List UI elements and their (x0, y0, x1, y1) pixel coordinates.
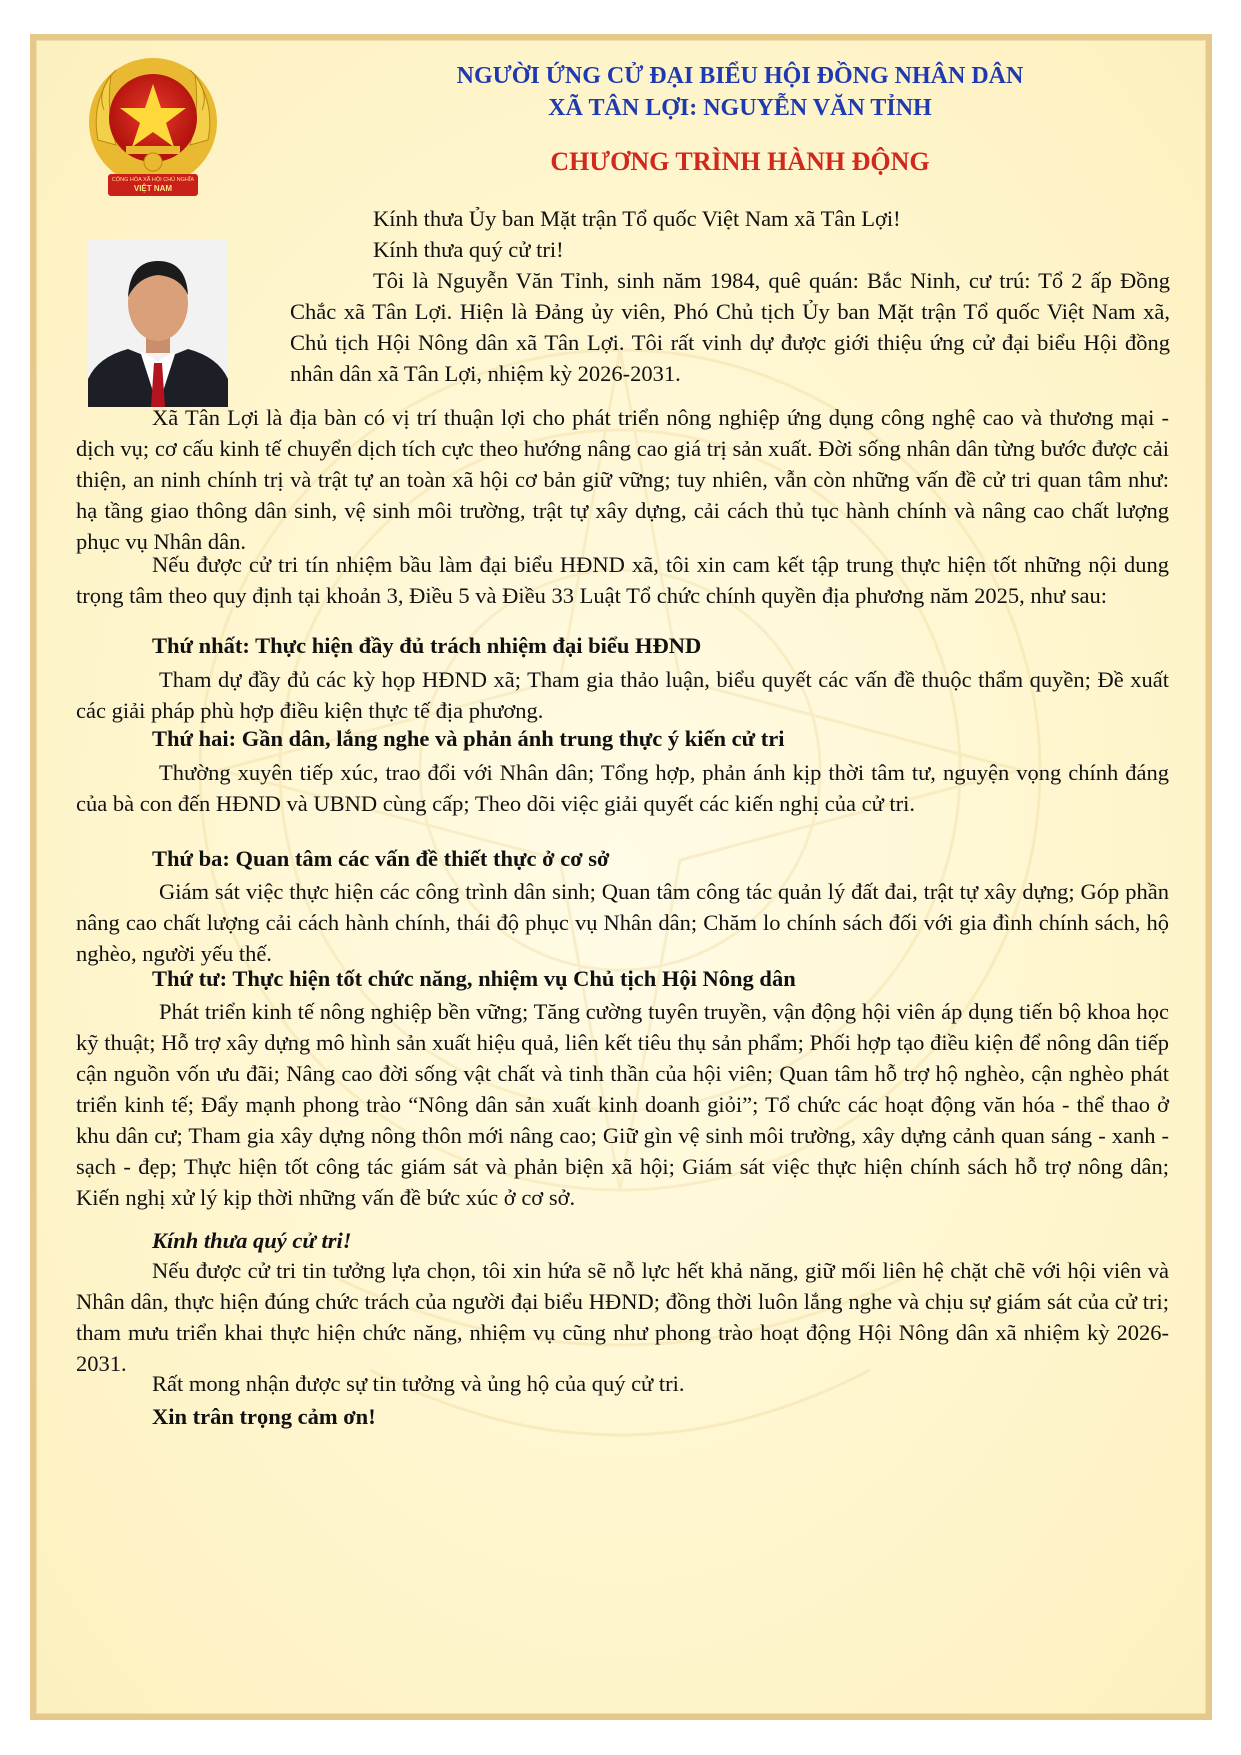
closing-salutation: Kính thưa quý cử tri! (152, 1228, 352, 1253)
priority-4-text: Phát triển kinh tế nông nghiệp bền vững; Tăng cường tuyên truyền, vận động hội viên áp dụng tiến bộ khoa học kỹ thuật; Hỗ trợ xây dựng mô hình sản xuất hiệu quả, liên kết tiêu thụ sản phẩm; Phối hợp tạo điều kiện để nông dân tiếp cận nguồn vốn ưu đãi; Nâng cao đời sống vật chất và tinh thần của hội viên; Quan tâm hỗ trợ hộ nghèo, cận nghèo phát triển kinh tế; Đẩy mạnh phong trào “Nông dân sản xuất kinh doanh giỏi”; Tổ chức các hoạt động văn hóa - thể thao ở khu dân cư; Tham gia xây dựng nông thôn mới nâng cao; Giữ gìn vệ sinh môi trường, xây dựng cảnh quan sáng - xanh - sạch - đẹp; Thực hiện tốt công tác giám sát và phản biện xã hội; Giám sát việc thực hiện chính sách hỗ trợ nông dân; Kiến nghị xử lý kịp thời những vấn đề bức xúc ở cơ sở. (76, 999, 1169, 1210)
priority-2-heading: Thứ hai: Gần dân, lắng nghe và phản ánh trung thực ý kiến cử tri (152, 726, 785, 751)
priority-1-heading: Thứ nhất: Thực hiện đầy đủ trách nhiệm đại biểu HĐND (152, 633, 702, 658)
national-emblem (86, 50, 220, 204)
priority-2-text: Thường xuyên tiếp xúc, trao đổi với Nhân dân; Tổng hợp, phản ánh kịp thời tâm tư, nguyện vọng chính đáng của bà con đến HĐND và UBND cùng cấp; Theo dõi việc giải quyết các kiến nghị của cử tri. (76, 760, 1169, 816)
pledge-paragraph: Nếu được cử tri tin tưởng lựa chọn, tôi xin hứa sẽ nỗ lực hết khả năng, giữ mối liên hệ chặt chẽ với hội viên và Nhân dân, thực hiện đúng chức trách của người đại biểu HĐND; đồng thời luôn lắng nghe và chịu sự giám sát của cử tri; tham mưu triển khai thực hiện chức năng, nhiệm vụ cũng như phong trào hoạt động Hội Nông dân xã nhiệm kỳ 2026-2031. (76, 1258, 1169, 1376)
emblem-text: VIỆT NAM (133, 184, 173, 193)
thank-you: Xin trân trọng cảm ơn! (152, 1404, 376, 1429)
greeting-voters: Kính thưa quý cử tri! (373, 237, 564, 262)
support-request: Rất mong nhận được sự tin tưởng và ủng hộ của quý cử tri. (152, 1371, 685, 1396)
program-title: CHƯƠNG TRÌNH HÀNH ĐỘNG (550, 147, 930, 176)
commune-overview: Xã Tân Lợi là địa bàn có vị trí thuận lợi cho phát triển nông nghiệp ứng dụng công nghệ cao và thương mại - dịch vụ; cơ cấu kinh tế chuyển dịch tích cực theo hướng nâng cao giá trị sản xuất. Đời sống nhân dân từng bước được cải thiện, an ninh chính trị và trật tự an toàn xã hội cơ bản giữ vững; tuy nhiên, vẫn còn những vấn đề cử tri quan tâm như: hạ tầng giao thông dân sinh, vệ sinh môi trường, trật tự xây dựng, cải cách thủ tục hành chính và nâng cao chất lượng phục vụ Nhân dân. (76, 405, 1169, 554)
priority-3-heading: Thứ ba: Quan tâm các vấn đề thiết thực ở cơ sở (152, 846, 610, 871)
commitment-intro: Nếu được cử tri tín nhiệm bầu làm đại biểu HĐND xã, tôi xin cam kết tập trung thực hiện tốt những nội dung trọng tâm theo quy định tại khoản 3, Điều 5 và Điều 33 Luật Tổ chức chính quyền địa phương năm 2025, như sau: (76, 552, 1169, 608)
priority-4-heading: Thứ tư: Thực hiện tốt chức năng, nhiệm vụ Chủ tịch Hội Nông dân (152, 966, 796, 991)
candidate-title: NGƯỜI ỨNG CỬ ĐẠI BIỂU HỘI ĐỒNG NHÂN DÂN (456, 63, 1024, 89)
greeting-committee: Kính thưa Ủy ban Mặt trận Tổ quốc Việt Nam xã Tân Lợi! (373, 206, 901, 231)
emblem-top-text: CỘNG HÒA XÃ HỘI CHỦ NGHĨA (111, 177, 195, 183)
candidate-name-title: XÃ TÂN LỢI: NGUYỄN VĂN TỈNH (548, 95, 932, 121)
candidate-bio: Tôi là Nguyễn Văn Tỉnh, sinh năm 1984, quê quán: Bắc Ninh, cư trú: Tổ 2 ấp Đồng Chắc xã Tân Lợi. Hiện là Đảng ủy viên, Phó Chủ tịch Ủy ban Mặt trận Tổ quốc Việt Nam xã, Chủ tịch Hội Nông dân xã Tân Lợi. Tôi rất vinh dự được giới thiệu ứng cử đại biểu Hội đồng nhân dân xã Tân Lợi, nhiệm kỳ 2026-2031. (290, 268, 1170, 386)
priority-1-text: Tham dự đầy đủ các kỳ họp HĐND xã; Tham gia thảo luận, biểu quyết các vấn đề thuộc thẩm quyền; Đề xuất các giải pháp phù hợp điều kiện thực tế địa phương. (76, 667, 1169, 723)
candidate-photo (88, 239, 228, 407)
priority-3-text: Giám sát việc thực hiện các công trình dân sinh; Quan tâm công tác quản lý đất đai, trật tự xây dựng; Góp phần nâng cao chất lượng cải cách hành chính, thái độ phục vụ Nhân dân; Chăm lo chính sách đối với gia đình chính sách, hộ nghèo, người yếu thế. (76, 879, 1169, 966)
